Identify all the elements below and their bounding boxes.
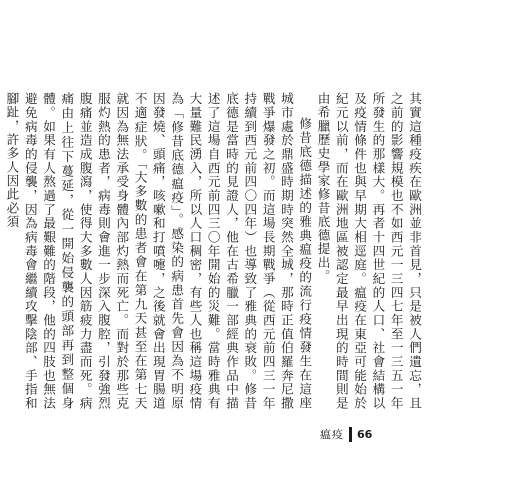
paragraph: 修昔底德描述的雅典瘟疫的流行疫情發生在這座城市處於鼎盛時期時突然全城，那時正值伯羅奔尼撒戰爭爆發之初。而這場長期戰爭（從西元前四三一年持續到西元前四〇四年）也導致了雅典的衰敗。修昔底德是當時的見證人，他在古希臘一部經典作品中描述了這場自西元前四三〇年開始的災難。當時雅典有大量難民湧入，所以人口稠密，有些人也稱這場疫情為「修昔底德瘟疫」。感染的病患首先會因為不明原因發燒、頭痛，咳嗽和打噴嚏，之後就會出現胃腸道不適症狀。「大多數的患者會在第九天甚至在第七天就因為無法承受身體內部灼熱而死亡。而對於那些克服灼熱的患者，病毒則會進一步深入腹腔，引發強烈腹痛並造成腹瀉，使得大多數人因筋疲力盡而死。病痛由上往下蔓延，從一開始侵襲的頭部再到整個身體。如果有人熬過了最艱難的階段，他的四肢也無法避免病毒的侵襲，因為病毒會繼續攻擊陰部、手指和腳趾，許多人因此必須 — [4, 92, 313, 410]
body-text — [2, 92, 423, 410]
paragraph: 其實這種疫疾在歐洲並非首見，只是被人們遺忘，且之前的影響規模也不如西元一三四七年至一三五一年所發生的那樣大。再者十四世紀的人口、社會結構以及疫情條件也與早期大相逕庭。瘟疫在東亞可能始於紀元以前，而在歐洲地區被認定最早出現的時間則是由希臘歷史學家修昔底德提出。 — [315, 92, 422, 410]
running-title: 瘟疫 — [320, 428, 344, 441]
page-footer — [320, 425, 372, 443]
page-number: 66 — [357, 427, 373, 441]
footer-divider — [349, 427, 352, 442]
